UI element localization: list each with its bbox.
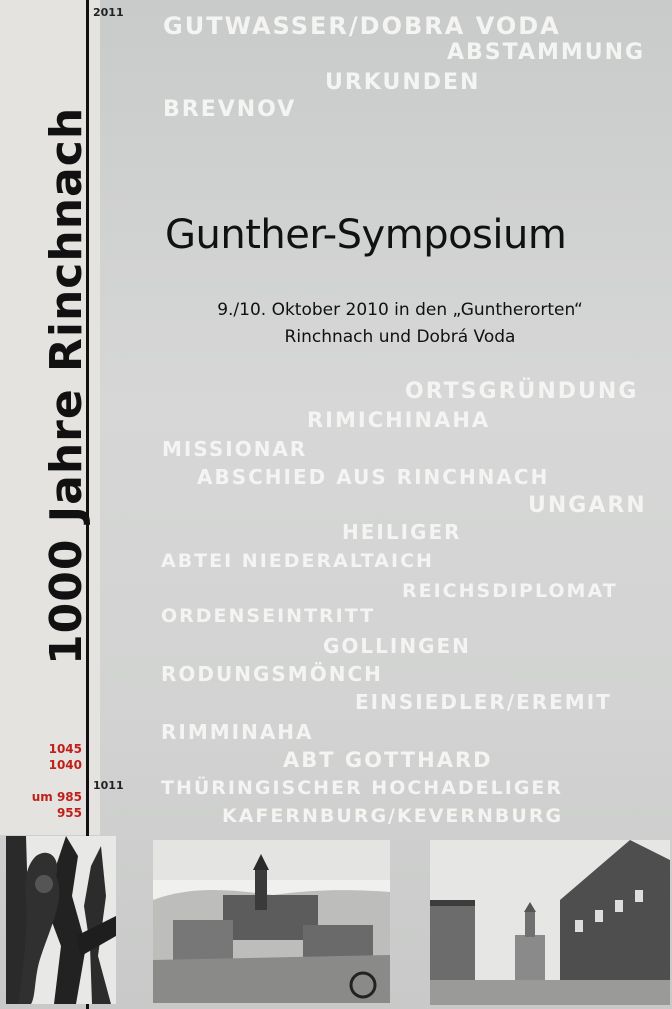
keyword: BREVNOV — [163, 97, 297, 122]
keyword: ABTEI NIEDERALTAICH — [161, 550, 434, 572]
keyword: HEILIGER — [342, 520, 462, 544]
keyword: EINSIEDLER/EREMIT — [355, 690, 612, 714]
monastery-engraving-image — [153, 840, 390, 1003]
timeline-mark: 955 — [56, 806, 82, 820]
keyword: GUTWASSER/DOBRA VODA — [163, 12, 561, 40]
village-street-photo — [430, 840, 670, 1005]
keyword: THÜRINGISCHER HOCHADELIGER — [161, 777, 564, 799]
subtitle-places: Rinchnach und Dobrá Voda — [284, 327, 516, 347]
keyword: RIMICHINAHA — [307, 408, 491, 432]
keyword: MISSIONAR — [162, 437, 308, 461]
timeline-year-bottom: 1011 — [93, 779, 124, 792]
timeline-mark: um 985 — [31, 790, 82, 804]
keyword: URKUNDEN — [325, 70, 481, 95]
timeline-mark: 1045 — [48, 742, 82, 756]
keyword: RIMMINAHA — [161, 720, 314, 744]
keyword: UNGARN — [528, 493, 647, 518]
keyword: GOLLINGEN — [323, 634, 471, 658]
keyword: ORDENSEINTRITT — [161, 605, 376, 627]
saint-woodcut-image — [6, 836, 116, 1004]
keyword: ORTSGRÜNDUNG — [405, 379, 639, 404]
keyword: ABSTAMMUNG — [447, 40, 646, 65]
subtitle-date: 9./10. Oktober 2010 in den „Guntherorten“ — [217, 300, 583, 320]
keyword: RODUNGSMÖNCH — [161, 662, 383, 686]
timeline-mark: 1040 — [48, 758, 82, 772]
keyword: REICHSDIPLOMAT — [402, 580, 618, 602]
keyword: ABT GOTTHARD — [283, 748, 493, 772]
keyword: ABSCHIED AUS RINCHNACH — [197, 465, 550, 489]
keyword: KAFERNBURG/KEVERNBURG — [222, 805, 564, 827]
headline: Gunther-Symposium — [165, 212, 567, 258]
timeline-year-top: 2011 — [93, 6, 124, 19]
vertical-title: 1000 Jahre Rinchnach — [41, 106, 92, 665]
